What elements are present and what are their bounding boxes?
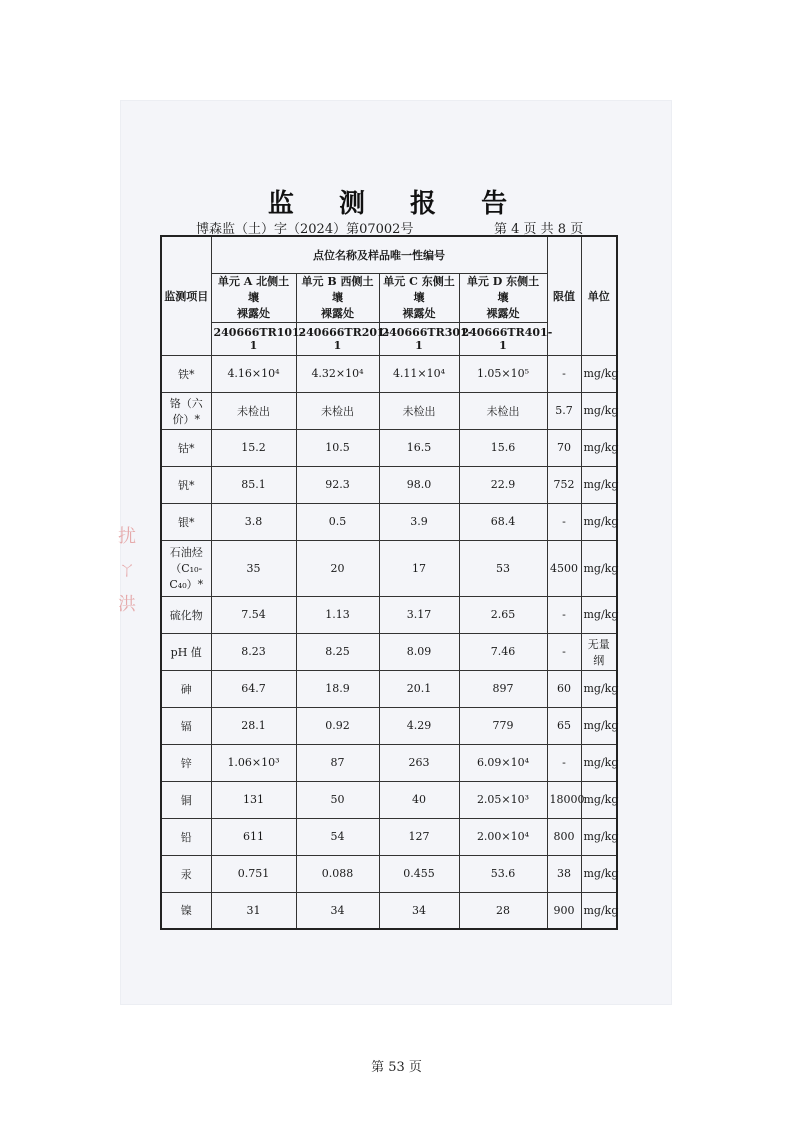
page-number: 第 53 页 [371, 1060, 422, 1075]
limit-cell: 5.7 [547, 392, 581, 429]
site-name-cell: 单元 D 东侧土壤 裸露处 [459, 273, 547, 322]
value-cell: 68.4 [459, 503, 547, 540]
value-cell: 1.13 [296, 596, 379, 633]
unit-cell: mg/kg [581, 670, 617, 707]
value-cell: 0.751 [211, 855, 296, 892]
table-row [161, 707, 617, 744]
value-cell: 7.54 [211, 596, 296, 633]
value-cell: 未检出 [211, 392, 296, 429]
value-cell: 98.0 [379, 466, 459, 503]
sample-code-cell: 240666TR201-1 [296, 322, 379, 355]
unit-cell: mg/kg [581, 540, 617, 596]
value-cell: 8.23 [211, 633, 296, 670]
unit-cell: mg/kg [581, 781, 617, 818]
sample-code-cell: 240666TR301-1 [379, 322, 459, 355]
site-name-cell: 单元 A 北侧土壤 裸露处 [211, 273, 296, 322]
value-cell: 15.2 [211, 429, 296, 466]
table-row [161, 392, 617, 429]
value-cell: 4.29 [379, 707, 459, 744]
value-cell: 85.1 [211, 466, 296, 503]
value-cell: 131 [211, 781, 296, 818]
limit-cell: - [547, 355, 581, 392]
limit-cell: 800 [547, 818, 581, 855]
value-cell: 53.6 [459, 855, 547, 892]
value-cell: 779 [459, 707, 547, 744]
item-name-cell: 银* [161, 503, 211, 540]
limit-cell: 65 [547, 707, 581, 744]
value-cell: 0.455 [379, 855, 459, 892]
limit-cell: - [547, 633, 581, 670]
value-cell: 263 [379, 744, 459, 781]
value-cell: 3.8 [211, 503, 296, 540]
value-cell: 28.1 [211, 707, 296, 744]
limit-cell: - [547, 744, 581, 781]
value-cell: 20 [296, 540, 379, 596]
limit-cell: 18000 [547, 781, 581, 818]
site-name-cell: 单元 C 东侧土壤 裸露处 [379, 273, 459, 322]
value-cell: 1.06×10³ [211, 744, 296, 781]
value-cell: 8.25 [296, 633, 379, 670]
unit-cell: mg/kg [581, 355, 617, 392]
value-cell: 28 [459, 892, 547, 929]
item-name-cell: 钴* [161, 429, 211, 466]
header-monitoring-item: 监测项目 [161, 236, 211, 355]
value-cell: 1.05×10⁵ [459, 355, 547, 392]
header-site-group: 点位名称及样品唯一性编号 [211, 236, 547, 273]
report-title: 监 测 报 告 [267, 189, 526, 219]
unit-cell: mg/kg [581, 392, 617, 429]
table-row [161, 744, 617, 781]
limit-cell: - [547, 503, 581, 540]
item-name-cell: 铁* [161, 355, 211, 392]
item-name-cell: 石油烃（C₁₀-C₄₀）* [161, 540, 211, 596]
table-row [161, 540, 617, 596]
value-cell: 未检出 [379, 392, 459, 429]
value-cell: 92.3 [296, 466, 379, 503]
table-row [161, 892, 617, 929]
value-cell: 15.6 [459, 429, 547, 466]
table-row [161, 596, 617, 633]
table-row [161, 466, 617, 503]
unit-cell: mg/kg [581, 429, 617, 466]
header-limit: 限值 [547, 236, 581, 355]
value-cell: 897 [459, 670, 547, 707]
table-row [161, 633, 617, 670]
value-cell: 54 [296, 818, 379, 855]
value-cell: 3.9 [379, 503, 459, 540]
unit-cell: mg/kg [581, 818, 617, 855]
limit-cell: 4500 [547, 540, 581, 596]
value-cell: 40 [379, 781, 459, 818]
value-cell: 10.5 [296, 429, 379, 466]
value-cell: 7.46 [459, 633, 547, 670]
value-cell: 127 [379, 818, 459, 855]
value-cell: 未检出 [296, 392, 379, 429]
value-cell: 22.9 [459, 466, 547, 503]
value-cell: 611 [211, 818, 296, 855]
item-name-cell: 硫化物 [161, 596, 211, 633]
limit-cell: 38 [547, 855, 581, 892]
table-row [161, 855, 617, 892]
unit-cell: 无量纲 [581, 633, 617, 670]
value-cell: 18.9 [296, 670, 379, 707]
unit-cell: mg/kg [581, 744, 617, 781]
table-row [161, 818, 617, 855]
unit-cell: mg/kg [581, 892, 617, 929]
value-cell: 2.05×10³ [459, 781, 547, 818]
unit-cell: mg/kg [581, 707, 617, 744]
table-row [161, 781, 617, 818]
unit-cell: mg/kg [581, 503, 617, 540]
limit-cell: 60 [547, 670, 581, 707]
unit-cell: mg/kg [581, 596, 617, 633]
value-cell: 4.32×10⁴ [296, 355, 379, 392]
item-name-cell: 铬（六价）* [161, 392, 211, 429]
value-cell: 35 [211, 540, 296, 596]
value-cell: 87 [296, 744, 379, 781]
item-name-cell: 钒* [161, 466, 211, 503]
value-cell: 4.16×10⁴ [211, 355, 296, 392]
value-cell: 16.5 [379, 429, 459, 466]
item-name-cell: pH 值 [161, 633, 211, 670]
item-name-cell: 铜 [161, 781, 211, 818]
table-row [161, 429, 617, 466]
item-name-cell: 镍 [161, 892, 211, 929]
limit-cell: - [547, 596, 581, 633]
item-name-cell: 镉 [161, 707, 211, 744]
header-unit: 单位 [581, 236, 617, 355]
value-cell: 34 [296, 892, 379, 929]
value-cell: 20.1 [379, 670, 459, 707]
item-name-cell: 铅 [161, 818, 211, 855]
sample-code-cell: 240666TR401-1 [459, 322, 547, 355]
value-cell: 50 [296, 781, 379, 818]
unit-cell: mg/kg [581, 466, 617, 503]
value-cell: 31 [211, 892, 296, 929]
value-cell: 53 [459, 540, 547, 596]
site-name-cell: 单元 B 西侧土壤 裸露处 [296, 273, 379, 322]
table-row [161, 670, 617, 707]
value-cell: 未检出 [459, 392, 547, 429]
table-row [161, 503, 617, 540]
table-row [161, 355, 617, 392]
value-cell: 0.5 [296, 503, 379, 540]
limit-cell: 752 [547, 466, 581, 503]
value-cell: 4.11×10⁴ [379, 355, 459, 392]
value-cell: 8.09 [379, 633, 459, 670]
item-name-cell: 汞 [161, 855, 211, 892]
limit-cell: 900 [547, 892, 581, 929]
sample-code-cell: 240666TR101-1 [211, 322, 296, 355]
value-cell: 0.92 [296, 707, 379, 744]
value-cell: 3.17 [379, 596, 459, 633]
value-cell: 2.65 [459, 596, 547, 633]
monitoring-results-table [160, 235, 618, 930]
report-reference-number: 博森监（土）字（2024）第07002号 [196, 222, 414, 237]
report-page-info: 第 4 页 共 8 页 [494, 222, 584, 237]
unit-cell: mg/kg [581, 855, 617, 892]
limit-cell: 70 [547, 429, 581, 466]
value-cell: 34 [379, 892, 459, 929]
value-cell: 0.088 [296, 855, 379, 892]
item-name-cell: 砷 [161, 670, 211, 707]
value-cell: 2.00×10⁴ [459, 818, 547, 855]
value-cell: 64.7 [211, 670, 296, 707]
value-cell: 17 [379, 540, 459, 596]
seal-stamp-fragment: 扰 ㄚ 洪 [118, 526, 136, 615]
item-name-cell: 锌 [161, 744, 211, 781]
value-cell: 6.09×10⁴ [459, 744, 547, 781]
